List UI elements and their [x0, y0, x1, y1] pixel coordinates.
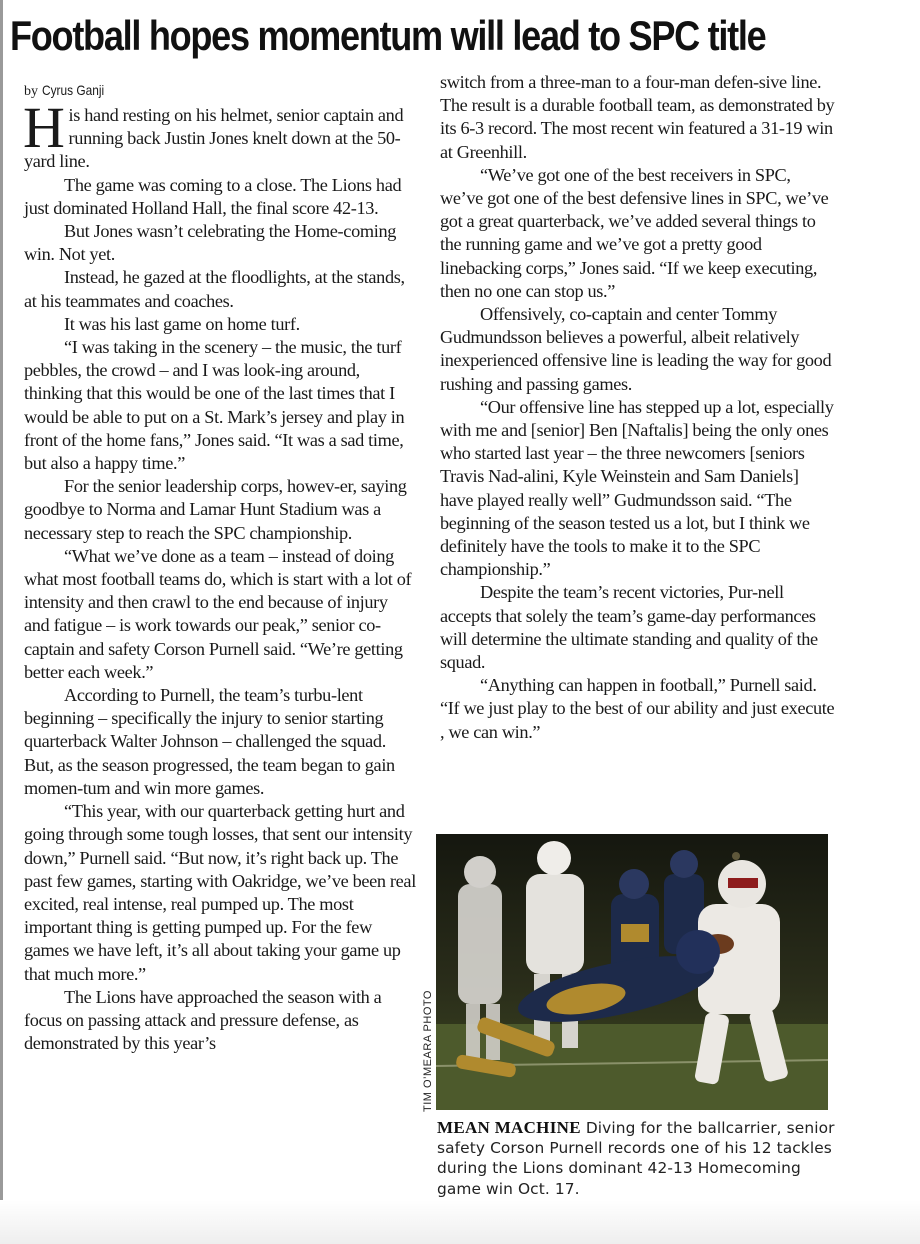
article-paragraph	[23, 95, 416, 174]
paragraph-text: “This year, with our quarterback getting hurt and going through some tough losses, that sent our intensity down,” Purnell said. “But now, it’s right back up. The past few games, starting with Oakridge, we’ve been real excited, real intense, real pumped up. The most important thing is getting pumped up. For the few games we have left, it’s all about taking your game up that much more.”	[24, 801, 416, 984]
article-paragraph	[24, 545, 416, 684]
byline	[24, 80, 416, 102]
article-column-left	[24, 80, 416, 1055]
article-column-right	[440, 71, 835, 744]
paragraph-text: is hand resting on his helmet, senior captain and running back Justin Jones knelt down at the 50-yard line.	[24, 105, 404, 172]
dropcap: H	[23, 95, 65, 160]
article-paragraph	[440, 396, 835, 582]
football-photo-illustration	[436, 834, 828, 1110]
left-paragraphs	[23, 95, 416, 1055]
paragraph-text: “What we’ve done as a team – instead of doing what most football teams do, which is start with a lot of intensity and then crawl to the end because of injury and fatigue – is work towards our peak,” senior co-captain and safety Corson Purnell said. “We’re getting better each week.”	[24, 545, 412, 682]
paragraph-text: But Jones wasn’t celebrating the Home-coming win. Not yet.	[24, 221, 397, 265]
article-paragraph	[24, 220, 416, 266]
headline: Football hopes momentum will lead to SPC title	[10, 12, 766, 59]
stadium-light	[732, 852, 740, 860]
caption-title: MEAN MACHINE	[437, 1118, 581, 1137]
article-paragraph	[24, 336, 416, 475]
article-paragraph	[440, 581, 835, 674]
byline-author: Cyrus Ganji	[41, 82, 105, 98]
paragraph-text: The Lions have approached the season with a focus on passing attack and pressure defense, as demonstrated by this year’s	[24, 986, 382, 1054]
byline-prefix: by	[24, 84, 38, 99]
paragraph-text: Despite the team’s recent victories, Pur-nell accepts that solely the team’s game-day performances will determine the ultimate standing and quality of the squad.	[440, 582, 818, 673]
article-paragraph	[440, 674, 835, 744]
football-photo	[436, 834, 828, 1110]
paragraph-text: “We’ve got one of the best receivers in SPC, we’ve got one of the best defensive lines in SPC, we’ve got a great quarterback, we’ve added several things to the running game and we’ve got a pretty good linebacking corps,” Jones said. “If we keep executing, then no one can stop us.”	[440, 164, 829, 301]
paragraph-text: It was his last game on home turf.	[64, 313, 300, 334]
photo-caption	[437, 1118, 837, 1199]
caption-text: Diving for the ballcarrier, senior safety Corson Purnell records one of his 12 tackles during the Lions dominant 42-13 Homecoming game win Oct. 17.	[437, 1119, 835, 1198]
photo-credit-text: TIM O’MEARA PHOTO	[422, 990, 434, 1112]
article-paragraph	[24, 800, 416, 986]
article-paragraph	[24, 684, 416, 800]
page-left-rule	[0, 0, 3, 1232]
right-paragraphs	[440, 71, 835, 744]
paragraph-text: Instead, he gazed at the floodlights, at the stands, at his teammates and coaches.	[24, 267, 405, 311]
paragraph-text: “Our offensive line has stepped up a lot, especially with me and [senior] Ben [Naftalis] being the only ones who started last year – the three newcomers [seniors Travis Nad-alini, Kyle Weinstein and Sam Daniels] have played really well” Gudmundsson said. “The beginning of the season tested us a lot, but I think we definitely have the tools to make it to the SPC championship.”	[440, 396, 834, 580]
paragraph-text: For the senior leadership corps, howev-er, saying goodbye to Norma and Lamar Hunt Stadium was a necessary step to reach the SPC championship.	[24, 476, 407, 543]
article-paragraph	[24, 475, 416, 545]
paragraph-text: According to Purnell, the team’s turbu-lent beginning – specifically the injury to senior starting quarterback Walter Johnson – challenged the squad. But, as the season progressed, the team began to gain momen-tum and win more games.	[24, 685, 395, 798]
paragraph-text: The game was coming to a close. The Lions had just dominated Holland Hall, the final score 42-13.	[24, 174, 402, 218]
paragraph-text: “Anything can happen in football,” Purnell said. “If we just play to the best of our ability and just execute , we can win.”	[440, 675, 835, 742]
article-paragraph	[24, 174, 416, 220]
paragraph-text: switch from a three-man to a four-man defen-sive line. The result is a durable football team, as demonstrated by its 6-3 record. The most recent win featured a 31-19 win at Greenhill.	[440, 72, 835, 162]
article-paragraph	[440, 164, 835, 303]
article-paragraph	[24, 986, 416, 1056]
paragraph-text: Offensively, co-captain and center Tommy Gudmundsson believes a powerful, albeit relatively inexperienced offensive line is leading the way for good rushing and passing games.	[440, 304, 832, 394]
page-bottom-shadow	[0, 1200, 920, 1244]
paragraph-text: “I was taking in the scenery – the music, the turf pebbles, the crowd – and I was look-ing around, thinking that this would be one of the last times that I would be able to put on a St. Mark’s jersey and play in front of the home fans,” Jones said. “It was a sad time, but also a happy time.”	[24, 337, 405, 474]
article-paragraph	[24, 266, 416, 312]
article-paragraph	[440, 303, 835, 396]
article-paragraph	[24, 313, 416, 336]
article-paragraph	[440, 71, 835, 164]
